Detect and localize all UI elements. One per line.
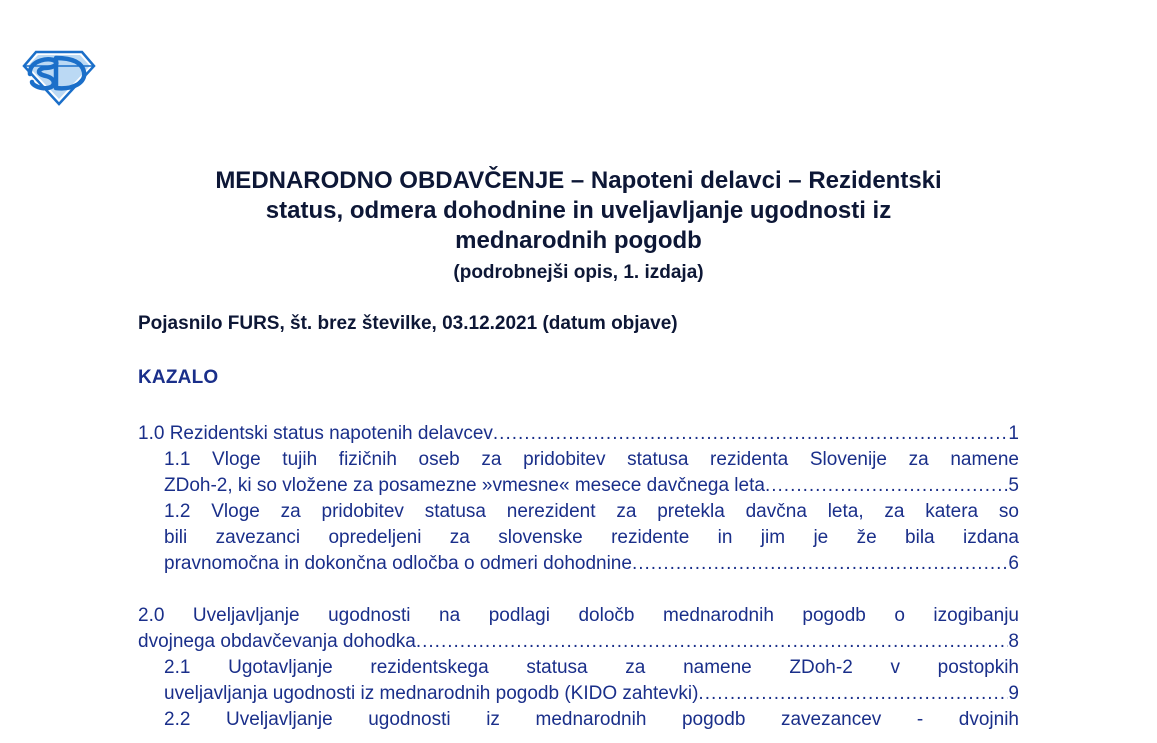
toc-page-number: 8 [1008, 631, 1019, 652]
toc-page-number: 1 [1008, 423, 1019, 444]
toc-entry-1-0[interactable] [138, 421, 1019, 447]
toc-entry-line: 2.2 Uveljavljanje ugodnosti iz mednarodnih pogodb zavezancev - dvojnih [164, 709, 1019, 730]
toc-entry-1-1[interactable] [164, 447, 1019, 499]
sd-diamond-logo-icon [22, 48, 96, 106]
toc-dot-leader [416, 629, 1009, 655]
toc-dot-leader [493, 421, 1009, 447]
toc-page-number: 9 [1008, 683, 1019, 704]
toc-entry-line: bili zavezanci opredeljeni za slovenske rezidente in jim je že bila izdana [164, 527, 1019, 548]
toc-dot-leader [765, 473, 1008, 499]
toc-entry-2-2[interactable] [164, 707, 1019, 733]
toc-entry-last-line [138, 421, 1019, 447]
toc-entry-last-line [164, 473, 1019, 499]
title-line-3: mednarodnih pogodb [455, 227, 702, 254]
table-of-contents [138, 421, 1019, 733]
toc-entry-line: 2.0 Uveljavljanje ugodnosti na podlagi določb mednarodnih pogodb o izogibanju [138, 605, 1019, 626]
toc-heading: KAZALO [138, 367, 219, 388]
toc-page-number: 6 [1008, 553, 1019, 574]
toc-entry-line: 1.1 Vloge tujih fizičnih oseb za pridobitev statusa rezidenta Slovenije za namene [164, 449, 1019, 470]
document-subtitle: (podrobnejši opis, 1. izdaja) [453, 262, 704, 283]
document-title [100, 166, 1057, 287]
toc-entry-1-2[interactable] [164, 499, 1019, 577]
toc-dot-leader [632, 551, 1008, 577]
toc-page-number: 5 [1008, 475, 1019, 496]
toc-entry-line: 2.1 Ugotavljanje rezidentskega statusa za namene ZDoh-2 v postopkih [164, 657, 1019, 678]
toc-entry-last-line [164, 551, 1019, 577]
toc-dot-leader [698, 681, 1008, 707]
toc-entry-last-line [138, 629, 1019, 655]
toc-entry-text: uveljavljanja ugodnosti iz mednarodnih pogodb (KIDO zahtevki) [164, 683, 699, 704]
toc-entry-text: ZDoh-2, ki so vložene za posamezne »vmesne« mesece davčnega leta [164, 475, 765, 496]
source-line: Pojasnilo FURS, št. brez številke, 03.12.2021 (datum objave) [138, 313, 678, 334]
title-line-1: MEDNARODNO OBDAVČENJE – Napoteni delavci – Rezidentski [215, 167, 942, 194]
toc-entry-last-line [164, 681, 1019, 707]
title-line-2: status, odmera dohodnine in uveljavljanje ugodnosti iz [265, 197, 892, 224]
toc-entry-text: pravnomočna in dokončna odločba o odmeri dohodnine [164, 553, 632, 574]
toc-entry-2-1[interactable] [164, 655, 1019, 707]
toc-entry-text: dvojnega obdavčevanja dohodka [138, 631, 416, 652]
toc-entry-text: 1.0 Rezidentski status napotenih delavcev [138, 423, 493, 444]
toc-entry-line: 1.2 Vloge za pridobitev statusa nerezident za pretekla davčna leta, za katera so [164, 501, 1019, 522]
toc-entry-2-0[interactable] [138, 603, 1019, 655]
